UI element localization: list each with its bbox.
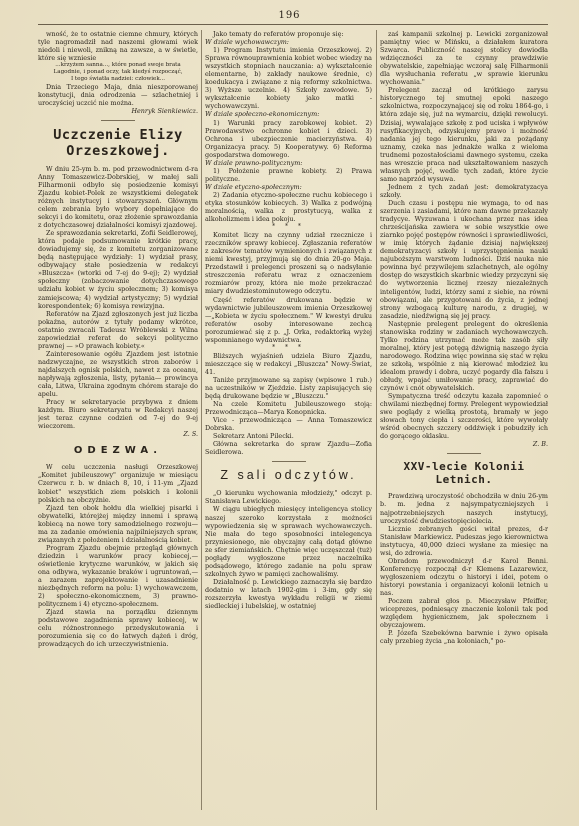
paragraph: Jako tematy do referatów proponuje się: — [213, 30, 344, 38]
section-separator: * * * — [272, 343, 305, 351]
paragraph: Taniże przyjmowane są zapisy (wpisowe 1 rub.) na uczestników w Zjeździe. Listy zapisujących się będą drukowane będzie w „Bluszczu." — [205, 375, 372, 401]
paragraph: Prawdziwą uroczystość obchodziła w dniu 26-ym b. m. jedna z najsympatyczniejszych i najpotrzebniejszych naszych instytucyj, uroczystość dwudziestopięciolecia. — [380, 492, 548, 525]
verse-line: Lagodnie, i ponad oczy, tak kiedyś rozpocząć, — [53, 68, 183, 75]
section-rule — [101, 120, 135, 121]
paragraph: Poczem zabrał głos p. Mieczysław Pfeiffer, wiceprezes, podniesący znaczenie kolonii tak pod względem hygienicznem, jak społecznem i obyczajowem. — [380, 597, 548, 630]
article-heading: Z sali odczytów. — [220, 468, 357, 483]
paragraph: Prelegent zaczął od krótkiego zarysu historycznego tej smutnej epoki naszego szkolnictwa, rozpoczynającej się od roku 1864-go, i która zdaje się, już na wymarciu, dzięki rewolucyi. Dzisiaj, wywalające szkołę z pod uciska i wpływów rusyfikacyjnych, odzyskujemy prawo i możność nadania jej tego kierunku, jaki za pożądany uznamy, czeka nas jednakże walka z wieloma trudnemi pozostałościami dawnego systemu, czeka nas wreszcie praca nad ukształtowaniem naszych własnych pojęć, wedle tych zadań, które życie samo naprzód wysuwa. — [380, 86, 548, 183]
paragraph: 1) Położenie prawne kobiety. 2) Prawa polityczne. — [205, 166, 372, 183]
verse-line: I tego światła nadziei: człowiek... — [70, 75, 166, 82]
article-heading: Uczczenie Elizy Orzeszkowej. — [53, 126, 183, 159]
paragraph: Działalność p. Lewickiego zaznaczyła się bardzo dodatnio w latach 1902-gim i 3-im, gdy się rozszerzyła kwestya wykładu religii w ziemi siedleckiej i lubelskiej, w ostatniej — [205, 577, 372, 611]
section-rule — [447, 453, 481, 454]
section-subheading: W dziale społeczno-ekonomicznym: — [205, 110, 320, 119]
paragraph: Licznie zebranych gości witał prezes, d-r Stanisław Markiewicz. Pudeszas jego kierownictwa instytucya, 40,000 dzieci wysłane za miesięc na wsi, do zdrowia. — [380, 524, 548, 557]
paragraph: Duch czasu i postępu nie wymaga, to od nas szerzenia i zasiadami, które nam dawne przekazały tradycye. Wyzuwana i ukochana przez nas idea chrześcijańska zawiera w sobie wszystkie owe ziarnko pojęć postępów równości i sprawiedliwości, w imię których żądanie dzisiaj największej demokratyzacyi szkoły i uprzystępnienia nauki najuboższym warstwom ludności. Dziś nauka nie powinna być przywilejem szlachetnych, ale ogólny dostęp do wszystkich skarbnic wiedzy przyczyni się do wytworzenia licznej rzeszy niezależnych inteligentów, ludzi, którzy sami z siebie, na równi obowiązani, ale przygotowani do życia, z jednej strony wzbogacą kulturę narodu, z drugiej, w zasadzie, niedźwigną się jej pracy. — [380, 198, 548, 320]
paragraph: Zainteresowanie ogółu Zjazdem jest istotnie nadzwyczajne, ze wszystkich stron zaborów i najdalszych ognisk polskich, nawet z za oceanu, napływają zgłoszenia, listy, pytania— prowincya cała, Litwa, Ukraina zgodnym chórem staraje do apelu. — [38, 349, 198, 399]
paragraph: wność, że to ostatnie ciemne chmury, których tyle nagromadził nad naszemi głowami wiek niedoli i niewoli, znikną na zawsze, a w świetle, które się wzniesie — [38, 30, 198, 63]
section-rule — [272, 461, 306, 462]
paragraph: Komitet liczy na czynny udział rzecznicze i rzeczników sprawy kobiecej. Zgłaszania referatów z zakresów tematów wymienionych i związanych z niemi kwestyj, przyjmują się do dnia 20-go Maja. Przedstawił i prelegenci proszeni są o nadsyłanie streszczenia referatu wraz z oznaczeniem rozmiarów prozy, która nie może przekraczać miary dwudziestominutowego odczytu. — [205, 231, 372, 296]
paragraph: „O kierunku wychowania młodzieży," odczyt p. Stanisława Lewickiego. — [205, 489, 372, 506]
paragraph: Część referatów drukowana będzie w wydawnictwie jubileuszowem imienia Orzeszkowej—„Kobieta w życiu społecznem." W kwestyi druku referatów osoby interesowane zechcą porozumiewać się z p. „J. Orka, redaktorką wyżej wspomnianego wydawnictwa. — [205, 295, 372, 344]
article-heading: XXV-lecie Kolonii Letnich. — [403, 460, 525, 487]
paragraph: W ciągu ubiegłych miesięcy inteligencya stolicy naszej szeroko korzystała z możności wypowiedzenia się w sprawach wychowawczych. Nie mała do tego sposobności intelegencya przyniesionego, nie obyczajny całą dotąd główne ze sfer ziemiańskich. Chętnie więc uczęszczał (tuż) pogłądy wygłoszone przez naczelnika podsądowego, którego zadanie na polu spraw szkolnych żywo w pamięci zachowaliśmy. — [205, 505, 372, 578]
section-subheading: W dziale etyczno-społecznym: — [205, 182, 302, 191]
paragraph: Główna sekretarka do spraw Zjazdu—Zofia Seidlerowa. — [205, 440, 372, 457]
paragraph: Następnie prelegent prelegent do określenia stanowiska rodziny w zadaniach wychowawczych. Tylko rodzina utrzymać może tak zasób siły moralnej, który jest potęgą dźwignią naszego życia narodowego. Rodzina więc powinna się stać w ręku ze szkołą, wspólnie z nią kierować młodzież ku idealom prawdy i dobra, uczyć pogardy dla fałszu i obłudy, wpajać umiłowanie pracy, zaprawiać do czynów i cnót obywatelskich. — [380, 319, 548, 393]
paragraph: Sekretarz Antoni Pilecki. — [213, 432, 294, 441]
paragraph: Referatów na Zjazd zgłoszonych jest już liczba pokaźna, autorów z tytuły podamy wkrótce, ostatnio zwracali Tadeusz Wróblewski z Wilna zapowiedział referat do sekcyi polityczno prawnej — »O prawach kobiety.« — [38, 309, 198, 350]
section-subheading: W dziale wychowawczym: — [205, 38, 289, 47]
paragraph: 1) Warunki pracy zarobkowej kobiet. 2) Prawodawstwo ochronne kobiet i dzieci. 3) Ochrona i ubezpieczenie macierzyństwa. 4) Organizacya pracy. 5) Kooperatywy. 6) Reforma gospodarstwa domowego. — [205, 118, 372, 159]
paragraph: Vice - przewodnicząca — Anna Tomaszewicz Dobrska. — [205, 416, 372, 433]
paragraph: Jednem z tych zadań jest: demokratyzacya szkoły. — [380, 182, 548, 199]
header-rule — [38, 24, 548, 25]
paragraph: Bliższych wyjaśnień udziela Biuro Zjazdu, mieszczące się w redakcyi „Bluszcza" Nowy-Świat, 41. — [205, 351, 372, 376]
column-divider — [376, 30, 377, 810]
paragraph: 1) Program Instytutu imienia Orzeszkowej. 2) Sprawa równouprawnienia kobiet wobec wiedzy na wszystkich stopniach nauczania: a) wykształcenie elementarne, b) zakłady naukowe średnie, c) koedukacya i związane z nią reformy szkolnictwa. 3) Wyższe uczelnie. 4) Szkoły zawodowe. 5) wykształcenie kobiety jako matki - wychowawczyni. — [205, 46, 372, 111]
column-3 — [380, 30, 548, 810]
signature: Z. S. — [183, 430, 198, 439]
paragraph: Zjazd stawia na porządku dziennym podstawowe zagadnienia sprawy kobiecej, w celu różnostronnego przedyskutowania i porozumienia się co do łatwych dążeń i dróg, prowadzących do ich urzeczywistnienia. — [38, 608, 198, 649]
paragraph: Sympatyczna treść odczytu kazała zapomnieć o chwilami niezbędnej formy. Prelegent wypowiedział swe poglądy z wielką prostotą, bramały w jego słowach tony ciepła i szczerości, które wywołały wśród obecnych szczery oddźwięk i pobudziły ich do gorącego oklasku. — [380, 392, 548, 441]
verse-line: ...krzyżem sanna..., które ponad swoje brata — [55, 62, 181, 69]
paragraph: Ze sprawozdania sekretarki, Zofii Seidlerowej, która podaje podsumowanie krótkie pracy, dowiadujemy się, że z komitetu zorganizowane będą następujące wydziały: 1) wydział prasy, odbywający stałe posiedzenia w redakcyi »Bluszcza« (wtorki od 7-ej do 9-ej); 2) wydział społeczny (zobaczowanie dotychczasowego udziału kobiet w życiu społecznem; 3) komisya zamiejscowa; 4) wydział artystyczny; 5) wydział korespondentek; 6) komisya rewizyjna. — [38, 229, 198, 310]
paragraph: W celu uczczenia nasługi Orzeszkowej „Komitet jubileuszowy" organizuje w miesiącu Czerwcu r. b. w dniach 8, 10, i 11-ym „Zjazd kobiet" wszystkich ziem polskich i kolonii polskich na obczyźnie. — [38, 463, 198, 504]
paragraph: Obradom przewodniczył d-r Karol Benni. Konferencyę rozpoczął d-r Klemens Lazarewicz, wygłoszeniem odczytu o historyi i idei, potem o historyi powstania i organizacyi kolonii letnich u nas. — [380, 556, 548, 597]
paragraph: Na czele Komitetu Jubileuszowego stoją: Przewodnicząca—Marya Konopnicka. — [205, 400, 372, 417]
paragraph: zaś kampanii szkolnej p. Lewicki zorganizował pamiętny wiec w Mińsku, a działałem kuratora Szwarca. Publiczność naszej stolicy dowiodła wdzięczności za te czynny prawdziwie obywatelskie, zapełniając wczoraj salę Filharmonii dla wysłuchania referatu „w sprawie kierunku wychowania." — [380, 30, 548, 87]
paragraph: 2) Zadania etyczno-społeczne ruchu kobiecego i etyka stosunków kobiecych. 3) Walka z podwójną moralnością, walka z prostytucyą, walka z alkoholizmem i idea pokoju. — [205, 190, 372, 224]
section-separator: * * * — [272, 223, 305, 231]
section-subheading: W dziale prawno-politycznym: — [205, 158, 303, 167]
paragraph: W dniu 25-ym b. m. pod przewodnictwem d-ra Anny Tomaszewicz-Dobrskiej, w małej sali Filharmonii odbyło się posiedzenie komisyi Zjazdu kobiet-Polek ze wszystkiemi delegatek różnych instytucyj i stowarzyszeń. Głównym celem zebrania było wybory dopełniające do sekcyi i do komitetu, oraz złożenie sprawozdania z dotychczasowej działalności komisyi zjazdowej. — [38, 164, 198, 230]
article-heading: ODEZWA. — [73, 445, 163, 457]
paragraph: Dnia Trzeciego Maja, dnia nieszporowanej konstytucji, dnia odrodzenia — szlachetniej i uroczyściej uczcić nie można. — [38, 82, 198, 107]
paragraph: P. Józefa Szebekówna barwnie i żywo opisała cały przebieg życia „na koloniach," po- — [380, 629, 548, 646]
paragraph: Zjazd ten obok hołdu dla wielkiej pisarki i obywatelki, którejżej między innemi i sprawą kobiecą na nowe tory samodzielnego rozwoju—ma za zadanie omówienia najpilniejszych spraw, związanych z położeniem i działalnością kobiet. — [38, 503, 198, 544]
paragraph: Pracy w sekretaryacie przybywa z dniem każdym. Biuro sekretaryatu w Redakcyi naszej jest teraz czynne codzień od 7-ej do 9-ej wieczorem. — [38, 398, 198, 431]
paragraph: Program Zjazdu obejmie przegląd głównych dziedzin i warunków pracy kobiecej,—oświetlenie krytyczne warunków, w jakich się ona odbywa, wykazanie braków i ugruntowań,—a zarazem zaprojektowanie i uzasadnienie niezbędnych reform na polu: 1) wychowawczem, 2) społeczno-ekonomicznem, 3) prawno-politycznem i 4) etyczno-społecznem. — [38, 543, 198, 609]
column-1 — [38, 30, 198, 810]
column-2 — [205, 30, 372, 810]
signature: Henryk Sienkiewicz. — [131, 106, 198, 115]
signature: Z. B. — [532, 440, 548, 449]
column-divider — [201, 30, 202, 810]
page-number: 196 — [278, 10, 301, 21]
